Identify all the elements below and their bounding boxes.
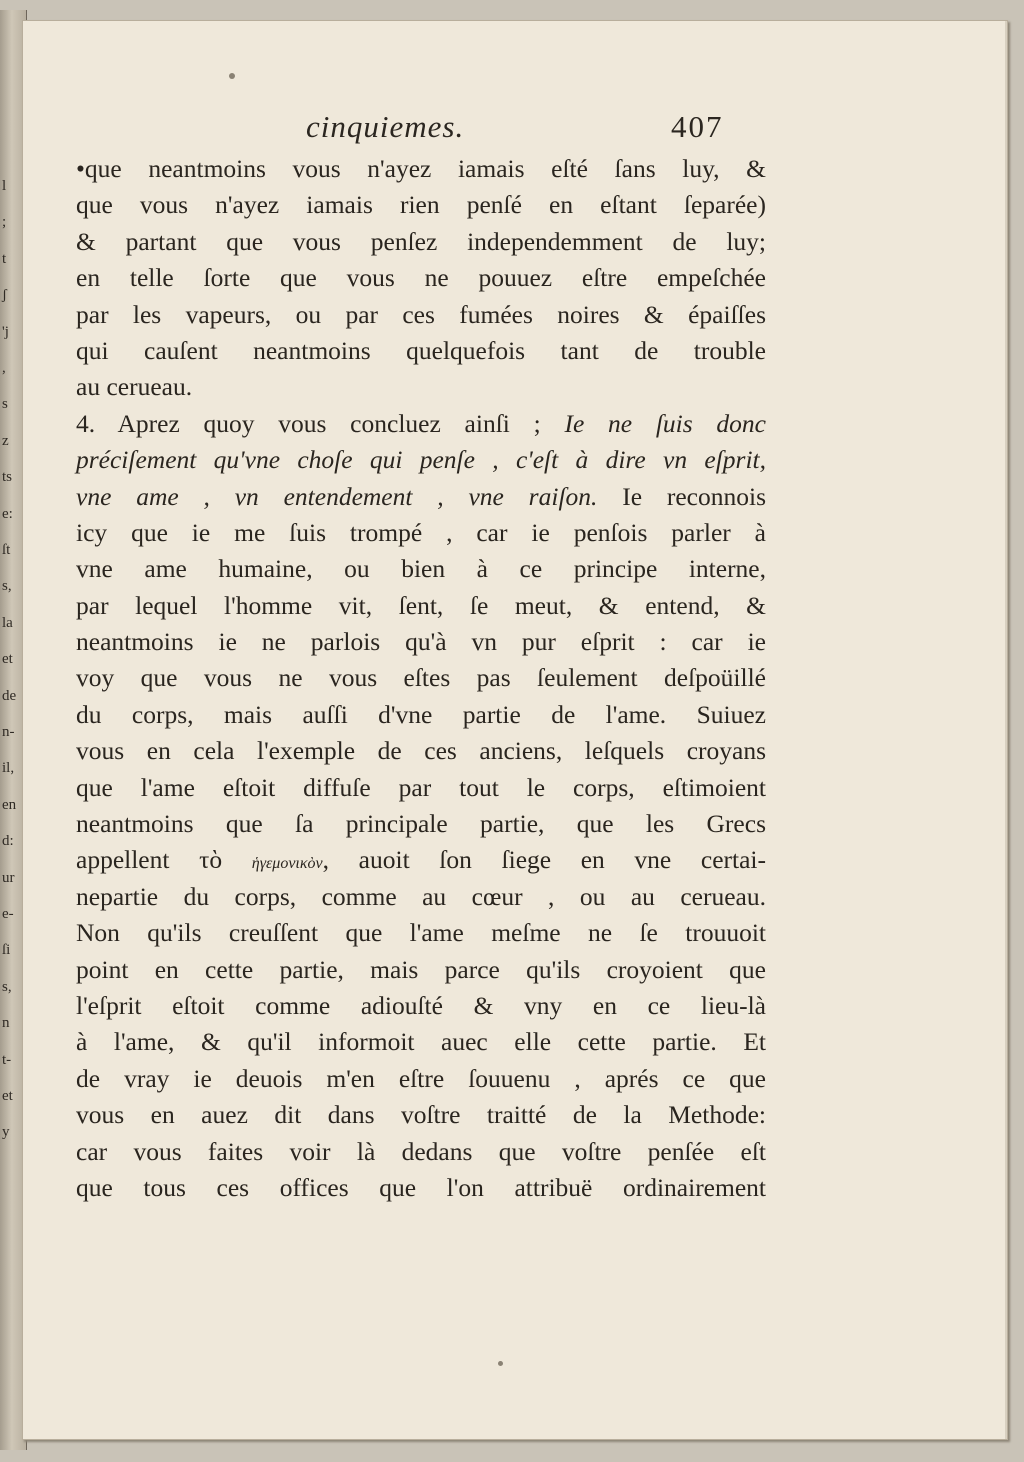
text-line: point en cette partie, mais parce qu'ils croyoient que xyxy=(76,954,766,984)
book-page xyxy=(22,20,1008,1440)
text-segment: , auoit ſon ſiege en vne certai- xyxy=(322,845,766,875)
facing-page-fragment: d: xyxy=(2,833,14,850)
facing-page-fragment: e: xyxy=(2,505,13,522)
facing-page-fragment: y xyxy=(2,1124,10,1141)
facing-page-fragment: et xyxy=(2,1088,13,1104)
facing-page-fragment: , xyxy=(2,360,6,376)
facing-page-fragment: ts xyxy=(2,469,13,486)
text-segment: Ie reconnois xyxy=(622,481,767,511)
text-line: au cerueau. xyxy=(76,372,193,402)
text-line: par les vapeurs, ou par ces fumées noires & épaiſſes xyxy=(76,299,766,329)
text-segment: 4. Aprez quoy vous concluez ainſi ; xyxy=(76,408,565,438)
text-line: car vous faites voir là dedans que voſtre penſée eſt xyxy=(76,1136,766,1166)
greek-word: ἡγεμονικὸν xyxy=(251,855,323,873)
facing-page-fragment: t xyxy=(2,250,7,267)
text-line xyxy=(76,406,766,442)
text-line: du corps, mais auſſi d'vne partie de l'ame. Suiuez xyxy=(76,699,766,729)
ink-spot xyxy=(229,73,235,79)
facing-page-fragment: s xyxy=(2,396,8,413)
text-line: à l'ame, & qu'il informoit auec elle cette partie. Et xyxy=(76,1027,766,1057)
text-line: neantmoins ie ne parlois qu'à vn pur eſprit : car ie xyxy=(76,627,766,657)
facing-page-fragment: ʃ xyxy=(2,287,7,304)
text-line: préciſement qu'vne choſe qui penſe , c'eſt à dire vn eſprit, xyxy=(76,445,766,475)
text-line: •que neantmoins vous n'ayez iamais eſté ſans luy, & xyxy=(76,154,766,183)
facing-page-fragment: la xyxy=(2,614,13,631)
facing-page-fragment: t- xyxy=(2,1051,12,1068)
text-line: en telle ſorte que vous ne pouuez eſtre empeſchée xyxy=(76,263,766,293)
facing-page-fragment: l xyxy=(2,178,7,194)
body-text xyxy=(76,151,766,1206)
text-line xyxy=(76,479,766,515)
text-line: & partant que vous penſez independemment de luy; xyxy=(76,226,766,256)
text-line: Non qu'ils creuſſent que l'ame meſme ne ſe trouuoit xyxy=(76,918,766,948)
facing-page-fragment: il, xyxy=(2,760,15,777)
text-segment: appellent τὸ xyxy=(76,845,252,875)
facing-page-fragment: s, xyxy=(2,578,12,595)
text-line: que l'ame eſtoit diffuſe par tout le corps, eſtimoient xyxy=(76,772,766,802)
text-line: vous en cela l'exemple de ces anciens, leſquels croyans xyxy=(76,736,766,766)
facing-page-fragment: de xyxy=(2,687,17,704)
facing-page-fragment: s, xyxy=(2,978,12,995)
facing-page-fragment: et xyxy=(2,651,13,668)
running-title: cinquiemes. xyxy=(306,109,465,144)
text-line: voy que vous ne vous eſtes pas ſeulement deſpoüillé xyxy=(76,663,766,693)
facing-page-fragment: ; xyxy=(2,214,7,231)
text-line: nepartie du corps, comme au cœur , ou au cerueau. xyxy=(76,881,766,911)
text-line: que tous ces offices que l'on attribuë ordinairement xyxy=(76,1172,766,1202)
facing-page-fragment: n xyxy=(2,1015,10,1032)
italic-segment: vne ame , vn entendement , vne raiſon. xyxy=(76,481,598,511)
ink-spot xyxy=(498,1361,503,1366)
text-line: vne ame humaine, ou bien à ce principe interne, xyxy=(76,554,766,584)
text-line: qui cauſent neantmoins quelquefois tant de trouble xyxy=(76,335,766,365)
text-line: de vray ie deuois m'en eſtre ſouuenu , aprés ce que xyxy=(76,1063,766,1093)
facing-page-fragment: ur xyxy=(2,869,15,886)
page-number: 407 xyxy=(671,109,724,144)
facing-page-fragment: ſi xyxy=(2,942,11,959)
text-line: que vous n'ayez iamais rien penſé en eſtant ſeparée) xyxy=(76,190,766,220)
text-line: l'eſprit eſtoit comme adiouſté & vny en ce lieu-là xyxy=(76,990,766,1020)
facing-page-fragment: 'j xyxy=(2,323,9,340)
italic-segment: Ie ne ſuis donc xyxy=(564,408,766,438)
facing-page-fragment: e- xyxy=(2,906,14,922)
facing-page-fragment: ſt xyxy=(2,542,11,558)
text-line: neantmoins que ſa principale partie, que les Grecs xyxy=(76,809,766,839)
text-line: vous en auez dit dans voſtre traitté de la Methode: xyxy=(76,1100,766,1130)
facing-page-fragment: n- xyxy=(2,724,15,740)
facing-page-fragment: z xyxy=(2,432,9,449)
text-line xyxy=(76,842,766,878)
text-line: icy que ie me ſuis trompé , car ie penſois parler à xyxy=(76,517,766,547)
facing-page-fragment: en xyxy=(2,796,17,813)
text-line: par lequel l'homme vit, ſent, ſe meut, & entend, & xyxy=(76,590,766,620)
